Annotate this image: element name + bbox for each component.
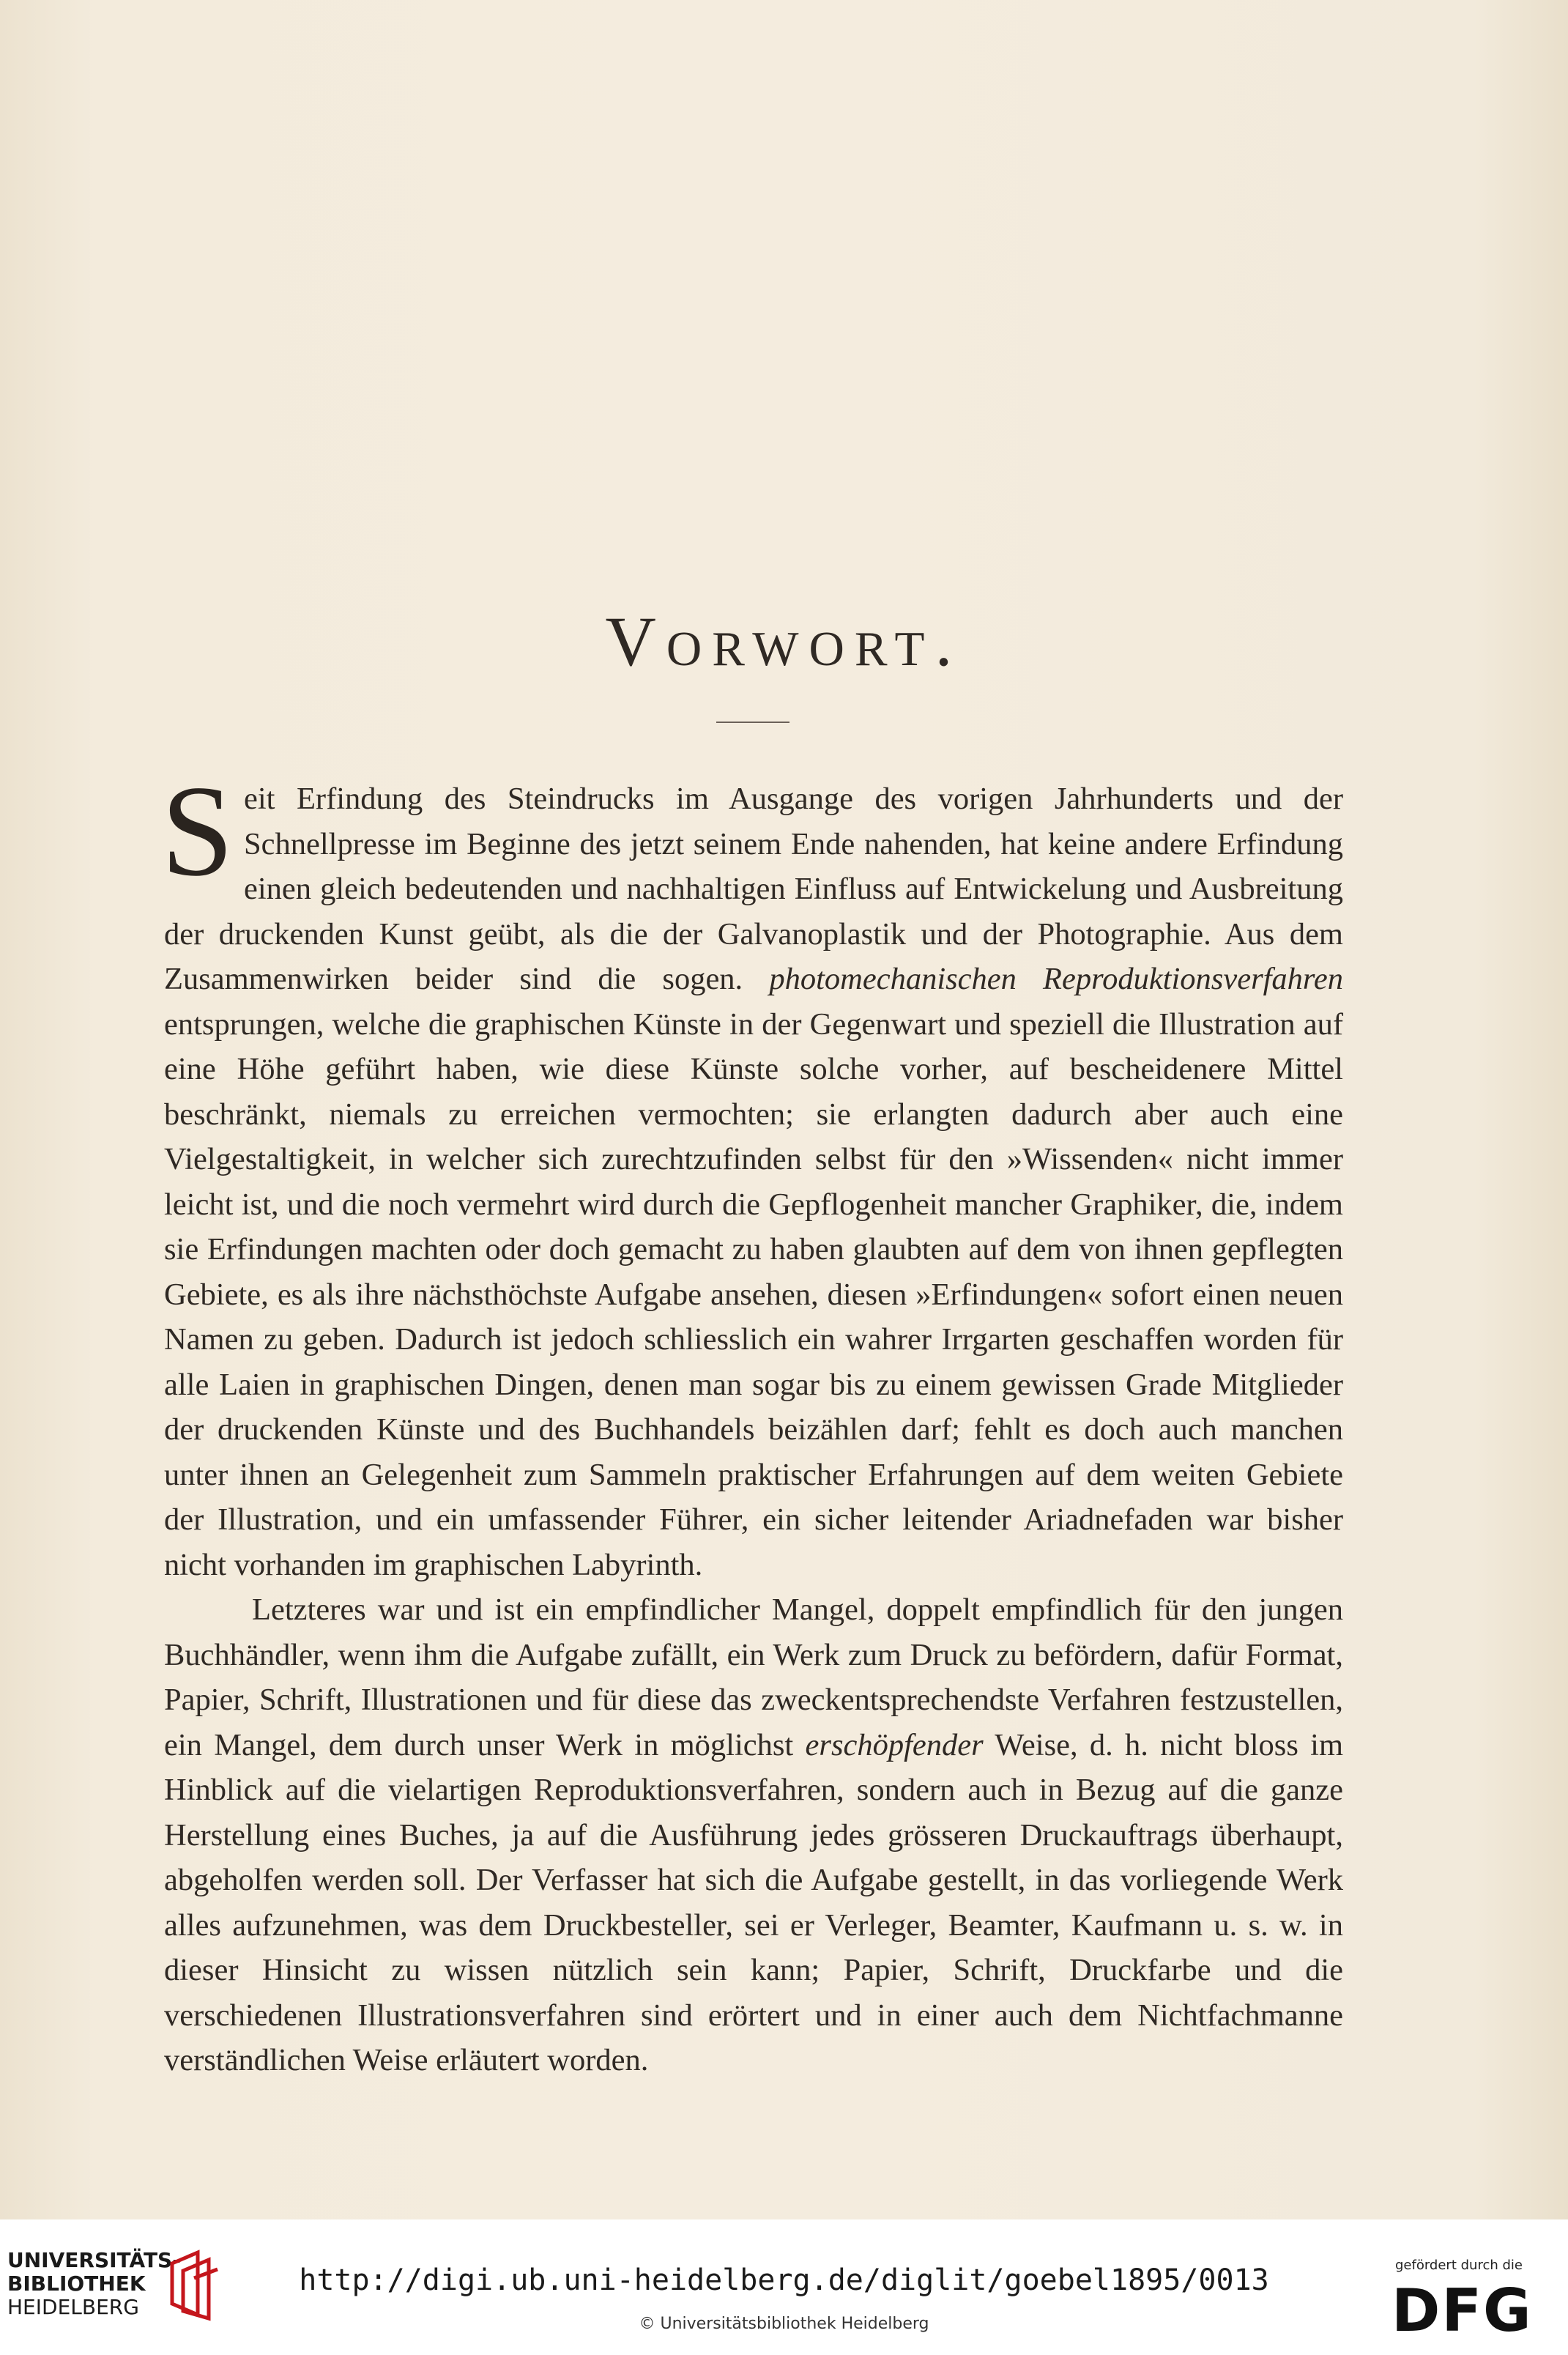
digitization-footer [0, 2219, 1568, 2355]
library-name-line3: HEIDELBERG [7, 2295, 139, 2319]
library-name-line1: UNIVERSITÄTS- [7, 2248, 181, 2272]
paragraph-1-start: eit Erfindung des Steindrucks im Ausgange des vorigen Jahrhunderts und der Schnellpresse im Beginne des jetzt seinem Ende nahenden, hat keine andere Erfindung einen gleich bedeutenden und nachhaltigen Einfluss auf Entwickelung und Ausbreitung der druckenden Kunst geübt, als die der Galvanoplastik und der Photographie. Aus dem Zusammenwirken beider sind die sogen. [164, 782, 1343, 996]
copyright-notice: © Universitätsbibliothek Heidelberg [639, 2315, 929, 2333]
preface-text [161, 758, 1344, 2083]
funding-label: gefördert durch die [1395, 2258, 1523, 2273]
permalink-url[interactable]: http://digi.ub.uni-heidelberg.de/diglit/goebel1895/0013 [299, 2263, 1269, 2297]
dfg-logo[interactable]: DFG [1391, 2277, 1533, 2345]
paragraph-1 [161, 758, 1343, 1587]
title-divider [716, 722, 789, 723]
paragraph-1-italic: photomechanischen Reproduktionsverfahren [769, 962, 1343, 996]
paragraph-2-italic: erschöpfender [805, 1727, 984, 1762]
paragraph-1-end: entsprungen, welche die graphischen Künste in der Gegenwart und speziell die Illustration auf eine Höhe geführt haben, wie diese Künste solche vorher, auf bescheidenere Mittel beschränkt, niemals zu erreichen vermochten; sie erlangten dadurch aber auch eine Vielgestaltigkeit, in welcher sich zurechtzufinden selbst für den »Wissenden« nicht immer leicht ist, und die noch vermehrt wird durch die Gepflogenheit mancher Graphiker, die, indem sie Erfindungen machten oder doch gemacht zu haben glaubten auf dem von ihnen gepflegten Gebiete, es als ihre nächsthöchste Aufgabe ansehen, diesen »Erfindungen« sofort einen neuen Namen zu geben. Dadurch ist jedoch schliesslich ein wahrer Irrgarten geschaffen worden für alle Laien in graphischen Dingen, denen man sogar bis zu einem gewissen Grade Mitglieder der druckenden Künste und des Buchhandels beizählen darf; fehlt es doch auch manchen unter ihnen an Gelegenheit zum Sammeln praktischer Erfahrungen auf dem weiten Gebiete der Illustration, und ein umfassender Führer, ein sicher leitender Ariadnefaden war bisher nicht vorhanden im graphischen Labyrinth. [164, 1006, 1343, 1582]
paragraph-2 [164, 1587, 1343, 2083]
page-title: Vorwort. [605, 602, 963, 680]
paragraph-2-end: Weise, d. h. nicht bloss im Hinblick auf die vielartigen Reproduktionsverfahren, sondern auch in Bezug auf die ganze Herstellung eines Buches, ja auf die Ausführung jedes grösseren Druckauftrags überhaupt, abgeholfen werden soll. Der Verfasser hat sich die Aufgabe gestellt, in das vorliegende Werk alles aufzunehmen, was dem Druckbesteller, sei er Verleger, Beamter, Kaufmann u. s. w. in dieser Hinsicht zu wissen nützlich sein kann; Papier, Schrift, Druckfarbe und die verschiedenen Illustrationsverfahren sind erörtert und in einer auch dem Nichtfachmanne verständlichen Weise erläutert worden. [164, 1727, 1344, 2077]
drop-cap: S [161, 758, 234, 903]
library-name-line2: BIBLIOTHEK [7, 2271, 146, 2296]
paragraph-2-start: Letzteres war und ist ein empfindlicher Mangel, doppelt empfindlich für den jungen Buchhändler, wenn ihm die Aufgabe zufällt, ein Werk zum Druck zu befördern, dafür Format, Papier, Schrift, Illustrationen und für diese das zweckentsprechendste Verfahren festzustellen, ein Mangel, dem durch unser Werk in möglichst [164, 1592, 1343, 1762]
